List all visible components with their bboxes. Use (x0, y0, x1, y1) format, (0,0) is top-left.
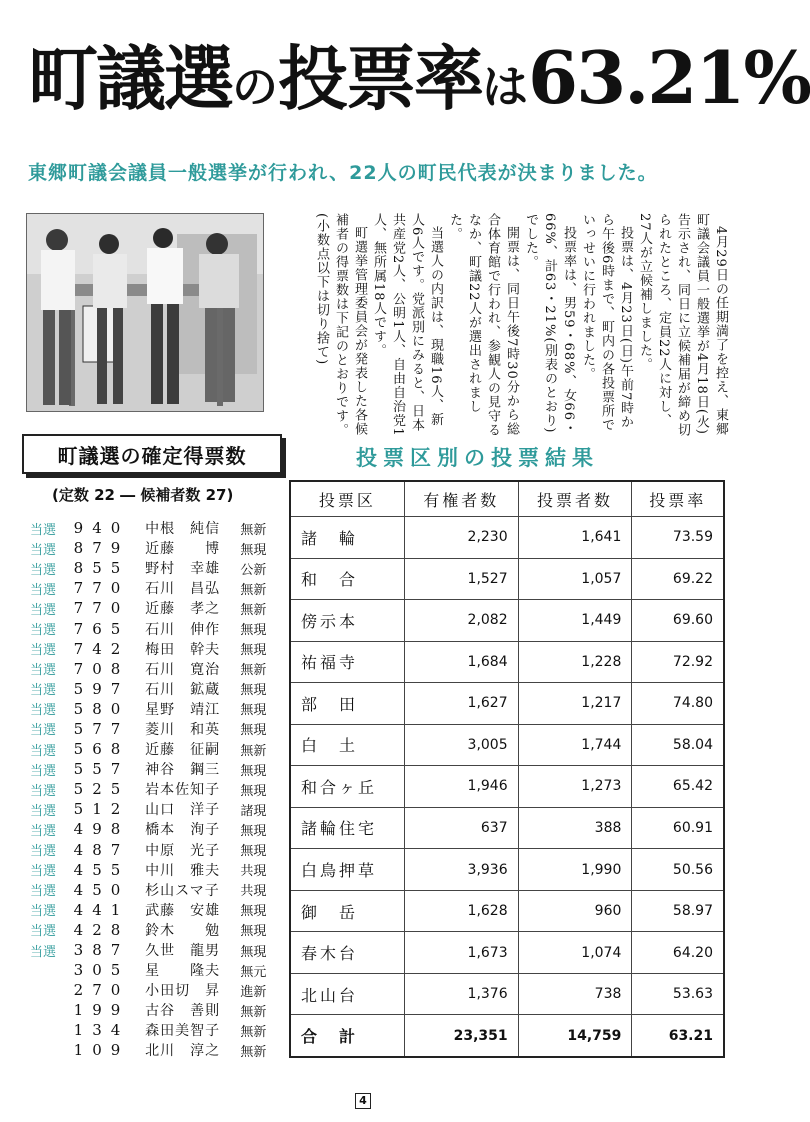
candidate-affiliation: 無現 (240, 542, 267, 558)
candidate-name: 中川 雅夫 (145, 862, 221, 879)
candidate-row (30, 538, 280, 558)
article-paragraph: 開票は、同日午後7時30分から総合体育館で行われ、参観人の見守るなか、町議22人が選出されました。 (447, 213, 519, 437)
candidate-votes: 512 (73, 800, 130, 819)
table-total-row (290, 1015, 724, 1057)
candidate-row (30, 920, 280, 940)
candidate-row (30, 960, 280, 980)
candidate-row (30, 558, 280, 578)
candidate-votes: 770 (73, 599, 130, 618)
header-voters: 投票者数 (518, 481, 632, 517)
candidate-name: 北川 淳之 (145, 1043, 221, 1060)
table-row (290, 766, 724, 808)
candidate-status: 当選 (30, 904, 57, 920)
candidate-row (30, 759, 280, 779)
candidate-name: 神谷 鋼三 (145, 762, 221, 779)
header-turnout: 投票率 (632, 481, 724, 517)
candidate-status: 当選 (30, 823, 57, 839)
candidate-status: 当選 (30, 884, 57, 900)
table-row (290, 641, 724, 683)
cell-electors: 1,946 (404, 766, 518, 808)
candidate-row (30, 779, 280, 799)
header-district: 投票区 (290, 481, 404, 517)
candidate-affiliation: 無現 (240, 924, 267, 940)
candidate-name: 中原 光子 (145, 842, 221, 859)
cell-electors: 23,351 (404, 1015, 518, 1057)
candidate-status: 当選 (30, 683, 57, 699)
cell-district: 諸輪住宅 (290, 807, 404, 849)
candidate-status: 当選 (30, 743, 57, 759)
candidate-name: 野村 幸雄 (145, 561, 221, 578)
candidate-votes: 498 (73, 820, 130, 839)
candidate-row (30, 840, 280, 860)
cell-electors: 2,082 (404, 600, 518, 642)
table-row (290, 558, 724, 600)
article-paragraph: 4月29日の任期満了を控え、東郷町議会議員一般選挙が4月18日(火)告示され、同日に立候補届が締め切られたところ、定員22人に対し、27人が立候補しました。 (637, 213, 728, 437)
photo-illustration (27, 214, 263, 411)
cell-electors: 1,527 (404, 558, 518, 600)
cell-turnout: 65.42 (632, 766, 724, 808)
candidate-status: 当選 (30, 522, 57, 538)
candidate-votes: 742 (73, 639, 130, 658)
candidate-row (30, 639, 280, 659)
candidate-status: 当選 (30, 643, 57, 659)
candidate-status: 当選 (30, 663, 57, 679)
candidate-affiliation: 無現 (240, 623, 267, 639)
candidate-votes: 305 (73, 961, 130, 980)
candidate-row (30, 900, 280, 920)
candidate-row (30, 819, 280, 839)
candidate-affiliation: 無現 (240, 723, 267, 739)
candidate-affiliation: 無現 (240, 944, 267, 960)
candidate-row (30, 739, 280, 759)
candidate-affiliation: 無現 (240, 904, 267, 920)
candidate-row (30, 1000, 280, 1020)
quota-note: (定数 22 ― 候補者数 27) (52, 486, 234, 504)
candidate-status: 当選 (30, 623, 57, 639)
article-paragraph: 投票率は、男59・68%、女66・66%、計63・21%(別表のとおり)でした。 (523, 213, 576, 435)
cell-electors: 3,005 (404, 724, 518, 766)
article-paragraph: 町選挙管理委員会が発表した各候補者の得票数は下記のとおりです。(小数点以下は切り捨て) (314, 213, 367, 437)
candidate-name: 橋本 洵子 (145, 822, 221, 839)
table-header-row (290, 481, 724, 517)
candidate-votes: 557 (73, 760, 130, 779)
candidate-affiliation: 無新 (240, 1004, 267, 1020)
table-row (290, 932, 724, 974)
cell-turnout: 72.92 (632, 641, 724, 683)
candidate-row (30, 618, 280, 638)
candidate-affiliation: 無新 (240, 1044, 267, 1060)
candidate-status: 当選 (30, 844, 57, 860)
candidate-votes: 387 (73, 941, 130, 960)
candidate-name: 石川 伸作 (145, 621, 221, 638)
candidate-votes: 577 (73, 719, 130, 738)
cell-voters: 1,273 (518, 766, 632, 808)
cell-turnout: 58.04 (632, 724, 724, 766)
candidate-name: 星 隆夫 (145, 963, 221, 980)
candidate-votes: 487 (73, 840, 130, 859)
candidate-affiliation: 無新 (240, 1024, 267, 1040)
candidate-name: 久世 龍男 (145, 943, 221, 960)
cell-district: 北山台 (290, 973, 404, 1015)
candidate-votes: 270 (73, 981, 130, 1000)
candidate-votes: 199 (73, 1001, 130, 1020)
article-paragraph: 投票は、4月23日(日)午前7時から午後6時まで、町内の各投票所でいっせいに行われました。 (580, 213, 633, 433)
cell-voters: 14,759 (518, 1015, 632, 1057)
candidate-row (30, 518, 280, 538)
candidate-affiliation: 無現 (240, 703, 267, 719)
candidate-votes: 109 (73, 1041, 130, 1060)
candidate-votes: 879 (73, 539, 130, 558)
cell-electors: 1,628 (404, 890, 518, 932)
cell-turnout: 50.56 (632, 849, 724, 891)
candidate-status: 当選 (30, 542, 57, 558)
candidate-affiliation: 進新 (240, 984, 267, 1000)
district-results-table (289, 480, 725, 1058)
candidate-status: 当選 (30, 582, 57, 598)
header-electors: 有権者数 (404, 481, 518, 517)
candidate-row (30, 719, 280, 739)
candidate-affiliation: 無現 (240, 844, 267, 860)
article-paragraph: 当選人の内訳は、現職16人、新人6人です。党派別にみると、日本共産党2人、公明1人、自由自治党1人、無所属18人です。 (371, 213, 443, 437)
table-row (290, 517, 724, 559)
candidate-status: 当選 (30, 723, 57, 739)
candidate-row (30, 860, 280, 880)
cell-turnout: 69.22 (632, 558, 724, 600)
candidate-name: 武藤 安雄 (145, 902, 221, 919)
cell-district: 傍示本 (290, 600, 404, 642)
cell-turnout: 64.20 (632, 932, 724, 974)
voting-booth-photo (26, 213, 264, 412)
cell-voters: 1,641 (518, 517, 632, 559)
district-table-title: 投票区別の投票結果 (356, 446, 599, 470)
cell-district: 御 岳 (290, 890, 404, 932)
candidate-name: 近藤 孝之 (145, 601, 221, 618)
candidate-affiliation: 無現 (240, 763, 267, 779)
table-row (290, 890, 724, 932)
candidate-affiliation: 無現 (240, 783, 267, 799)
candidate-status: 当選 (30, 864, 57, 880)
candidate-affiliation: 共現 (240, 884, 267, 900)
candidate-row (30, 799, 280, 819)
results-title: 町議選の確定得票数 (22, 434, 282, 474)
candidate-name: 小田切 昇 (145, 983, 221, 1000)
candidate-status: 当選 (30, 703, 57, 719)
article-body (268, 213, 730, 438)
cell-turnout: 53.63 (632, 973, 724, 1015)
candidate-name: 石川 寛治 (145, 661, 221, 678)
headline-part3: 投票率 (278, 37, 482, 120)
candidate-votes: 770 (73, 579, 130, 598)
candidate-name: 中根 純信 (145, 521, 221, 538)
table-row (290, 849, 724, 891)
candidate-affiliation: 共現 (240, 864, 267, 880)
candidate-row (30, 598, 280, 618)
cell-district: 和合ヶ丘 (290, 766, 404, 808)
cell-electors: 2,230 (404, 517, 518, 559)
candidate-name: 鈴木 勉 (145, 922, 221, 939)
candidate-affiliation: 無新 (240, 743, 267, 759)
cell-voters: 1,217 (518, 683, 632, 725)
candidate-row (30, 1040, 280, 1060)
table-row (290, 724, 724, 766)
headline-part4: は (482, 60, 528, 114)
candidate-name: 森田美智子 (145, 1023, 221, 1040)
candidate-affiliation: 無現 (240, 643, 267, 659)
headline-part2: の (232, 60, 278, 114)
candidate-name: 石川 鉱蔵 (145, 681, 221, 698)
candidate-votes: 568 (73, 740, 130, 759)
candidate-status: 当選 (30, 562, 57, 578)
candidate-status: 当選 (30, 602, 57, 618)
cell-district: 部 田 (290, 683, 404, 725)
candidate-status: 当選 (30, 924, 57, 940)
candidate-votes: 765 (73, 619, 130, 638)
table-row (290, 807, 724, 849)
candidate-name: 石川 昌弘 (145, 581, 221, 598)
candidate-status: 当選 (30, 803, 57, 819)
cell-voters: 1,449 (518, 600, 632, 642)
candidate-affiliation: 公新 (240, 562, 267, 578)
cell-turnout: 73.59 (632, 517, 724, 559)
candidate-votes: 455 (73, 860, 130, 879)
page-headline (28, 30, 810, 126)
candidate-row (30, 659, 280, 679)
candidate-name: 近藤 博 (145, 541, 221, 558)
table-row (290, 600, 724, 642)
candidate-list (30, 518, 280, 1061)
cell-voters: 1,074 (518, 932, 632, 974)
candidate-name: 梅田 幹夫 (145, 641, 221, 658)
candidate-name: 古谷 善則 (145, 1003, 221, 1020)
cell-voters: 1,990 (518, 849, 632, 891)
cell-district: 和 合 (290, 558, 404, 600)
cell-district: 春木台 (290, 932, 404, 974)
candidate-row (30, 699, 280, 719)
candidate-votes: 134 (73, 1021, 130, 1040)
cell-electors: 1,684 (404, 641, 518, 683)
candidate-affiliation: 無新 (240, 663, 267, 679)
candidate-row (30, 1020, 280, 1040)
candidate-name: 星野 靖江 (145, 701, 221, 718)
headline-rate: 63.21% (528, 35, 810, 120)
candidate-affiliation: 諸現 (240, 803, 267, 819)
candidate-name: 近藤 征嗣 (145, 742, 221, 759)
candidate-votes: 441 (73, 900, 130, 919)
candidate-affiliation: 無新 (240, 582, 267, 598)
cell-electors: 1,376 (404, 973, 518, 1015)
candidate-votes: 940 (73, 519, 130, 538)
cell-electors: 1,627 (404, 683, 518, 725)
candidate-name: 山口 洋子 (145, 802, 221, 819)
cell-electors: 1,673 (404, 932, 518, 974)
candidate-name: 岩本佐知子 (145, 782, 221, 799)
table-row (290, 973, 724, 1015)
cell-turnout: 69.60 (632, 600, 724, 642)
candidate-votes: 708 (73, 659, 130, 678)
cell-electors: 3,936 (404, 849, 518, 891)
headline-part1: 町議選 (28, 37, 232, 120)
cell-voters: 1,228 (518, 641, 632, 683)
cell-district: 合 計 (290, 1015, 404, 1057)
candidate-row (30, 578, 280, 598)
cell-district: 白鳥押草 (290, 849, 404, 891)
candidate-affiliation: 無新 (240, 602, 267, 618)
cell-district: 祐福寺 (290, 641, 404, 683)
candidate-row (30, 980, 280, 1000)
cell-district: 白 土 (290, 724, 404, 766)
cell-turnout: 63.21 (632, 1015, 724, 1057)
candidate-affiliation: 無現 (240, 823, 267, 839)
candidate-row (30, 880, 280, 900)
candidate-name: 杉山スマ子 (145, 882, 220, 899)
cell-voters: 1,744 (518, 724, 632, 766)
candidate-affiliation: 無現 (240, 683, 267, 699)
cell-electors: 637 (404, 807, 518, 849)
cell-voters: 738 (518, 973, 632, 1015)
candidate-status: 当選 (30, 783, 57, 799)
candidate-votes: 855 (73, 559, 130, 578)
candidate-status: 当選 (30, 763, 57, 779)
candidate-votes: 450 (73, 880, 130, 899)
candidate-votes: 580 (73, 699, 130, 718)
cell-turnout: 74.80 (632, 683, 724, 725)
cell-district: 諸 輪 (290, 517, 404, 559)
candidate-row (30, 940, 280, 960)
candidate-votes: 525 (73, 780, 130, 799)
candidate-votes: 428 (73, 920, 130, 939)
table-row (290, 683, 724, 725)
candidate-row (30, 679, 280, 699)
candidate-status: 当選 (30, 944, 57, 960)
candidate-affiliation: 無新 (240, 522, 267, 538)
candidate-votes: 597 (73, 679, 130, 698)
cell-voters: 1,057 (518, 558, 632, 600)
cell-voters: 960 (518, 890, 632, 932)
cell-turnout: 58.97 (632, 890, 724, 932)
cell-turnout: 60.91 (632, 807, 724, 849)
candidate-name: 菱川 和英 (145, 721, 221, 738)
sub-headline: 東郷町議会議員一般選挙が行われ、22人の町民代表が決まりました。 (28, 162, 658, 184)
cell-voters: 388 (518, 807, 632, 849)
page-number: 4 (355, 1093, 371, 1109)
candidate-affiliation: 無元 (240, 964, 267, 980)
